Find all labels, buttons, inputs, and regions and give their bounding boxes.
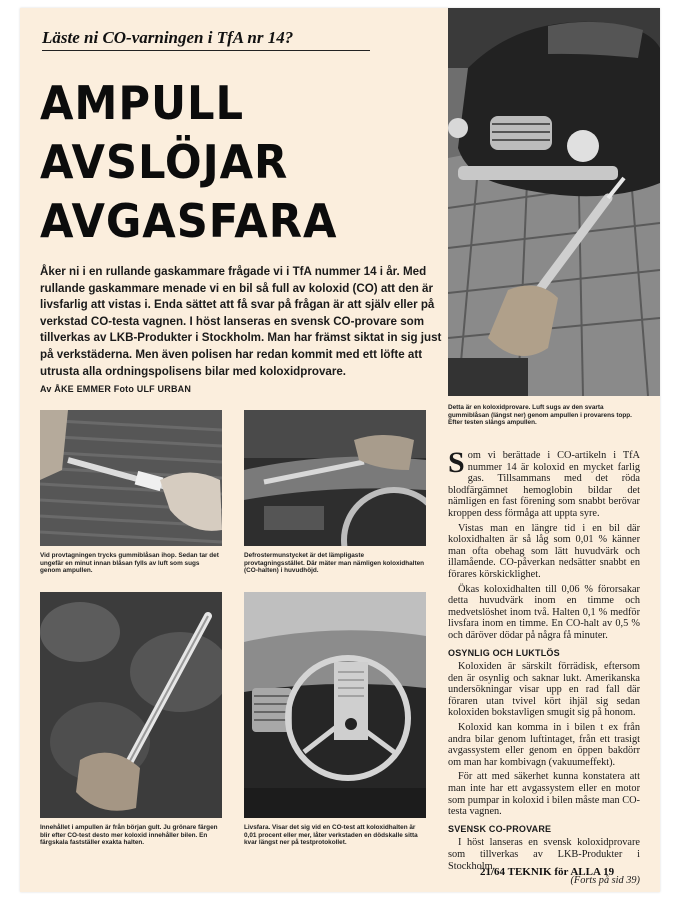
lead-paragraph: Åker ni i en rullande gaskammare frågade vi i TfA nummer 14 i år. Med rullande gaskammare menade vi en bil så full av koloxid (CO) att den är livsfarlig att vistas i. Enda sättet att få svar på frågan är att själv eller på verkstad CO-testa vagnen. I höst lanseras en svensk CO-provare som tillverkas av LKB-Produkter i Stockholm. Man har främst siktat in sig just på verkstäderna. Men även polisen har redan kommit med ett löfte att utrusta alla ordningspolisens bilar med koloxidprovare. bbox=[40, 265, 442, 378]
drop-cap: S bbox=[448, 446, 465, 479]
body-paragraph-1 bbox=[448, 446, 640, 520]
kicker: Läste ni CO-varningen i TfA nr 14? bbox=[42, 28, 370, 51]
body-column bbox=[448, 446, 640, 887]
steering-photo-image bbox=[244, 592, 426, 818]
caption-bottom-left: Innehållet i ampullen är från början gult. Ju grönare färgen blir efter CO-test desto mer koloxid innehåller bilen. En färgskala fastställer exakta halten. bbox=[40, 824, 218, 847]
caption-mid-left: Vid provtagningen trycks gummiblåsan ihop. Sedan tar det ungefär en minut innan blåsan fylls av luft som sugs genom ampullen. bbox=[40, 552, 219, 575]
photo-defroster bbox=[244, 410, 426, 546]
body-paragraph-7: I höst lanseras en svensk koloxidprovare som tillverkas av LKB-Produkter i Stockholm. bbox=[448, 837, 640, 872]
continued-note: (Forts på sid 39) bbox=[570, 875, 640, 887]
magazine-page bbox=[20, 8, 660, 892]
car-photo-image bbox=[448, 8, 660, 396]
byline: Av ÅKE EMMER Foto ULF URBAN bbox=[40, 384, 192, 394]
photo-ampoule bbox=[40, 592, 222, 818]
squeeze-photo-image bbox=[40, 410, 222, 546]
body-paragraph-5: Koloxid kan komma in i bilen t ex från andra bilar genom luftintaget, från ett trasigt avgassystem eller genom en öppen bakdörr om man har kombivagn (vakuumeffekt). bbox=[448, 722, 640, 768]
subheading-svensk: SVENSK CO-PROVARE bbox=[448, 823, 552, 834]
defroster-photo-image bbox=[244, 410, 426, 546]
photo-squeeze-bulb bbox=[40, 410, 222, 546]
body-paragraph-2: Vistas man en längre tid i en bil där koloxidhalten är så låg som 0,01 % känner man ofta obehag som lätt huvudvärk och illamående. CO-påverkan nedsätter snabbt en förares körskicklighet. bbox=[448, 522, 640, 580]
caption-bottom-center: Livsfara. Visar det sig vid en CO-test att koloxidhalten är 0,01 procent eller mer, låter verkstaden en dödskalle sitta kvar längst ner på testprotokollet. bbox=[244, 824, 418, 847]
body-paragraph-4: Koloxiden är särskilt förrädisk, eftersom den är osynlig och saknar lukt. Amerikanska undersökningar visar upp en rad fall där föraren utan tvivel kört ihjäl sig sedan koloxiden bokstavligen smugit sig på honom. bbox=[448, 661, 640, 719]
headline-line-2: AVSLÖJAR bbox=[40, 135, 289, 189]
ampoule-photo-image bbox=[40, 592, 222, 818]
body-paragraph-6: För att med säkerhet kunna konstatera att man inte har ett avgassystem eller en motor som pumpar in koloxid i bilen måste man CO-testa vagnen. bbox=[448, 771, 640, 818]
headline bbox=[40, 74, 450, 251]
caption-top-right: Detta är en koloxidprovare. Luft sugs av den svarta gummiblåsan (längst ner) genom ampullen i provarens topp. Efter testen slängs ampullen. bbox=[448, 404, 632, 427]
photo-steering-wheel bbox=[244, 592, 426, 818]
page-footer: 21/64 TEKNIK för ALLA 19 bbox=[480, 866, 615, 878]
photo-car-tester bbox=[448, 8, 660, 396]
headline-line-1: AMPULL bbox=[40, 76, 245, 130]
caption-mid-center: Defrostermunstycket är det lämpligaste provtagningsstället. Där mäter man nämligen koloxidhalten (CO-halten) i huvudhöjd. bbox=[244, 552, 425, 575]
body-paragraph-3: Ökas koloxidhalten till 0,06 % förorsakar detta huvudvärk inom en timme och medvetslöshet inom två. Halten 0,1 % medför livsfara inom en timme. En CO-halt av 0,5 % och däröver dödar på några få minuter. bbox=[448, 583, 640, 641]
body-p1-text: om vi berättade i CO-artikeln i TfA nummer 14 är koloxid en mycket farlig gas. Tillsammans med det röda blodfärgämnet hemoglobin bildar det nämligen en fast förening som snabbt berövar kroppen dess förmåga att uppta syre. bbox=[448, 450, 640, 519]
subheading-osynlig: OSYNLIG OCH LUKTLÖS bbox=[448, 647, 560, 658]
headline-line-3: AVGASFARA bbox=[40, 194, 338, 248]
